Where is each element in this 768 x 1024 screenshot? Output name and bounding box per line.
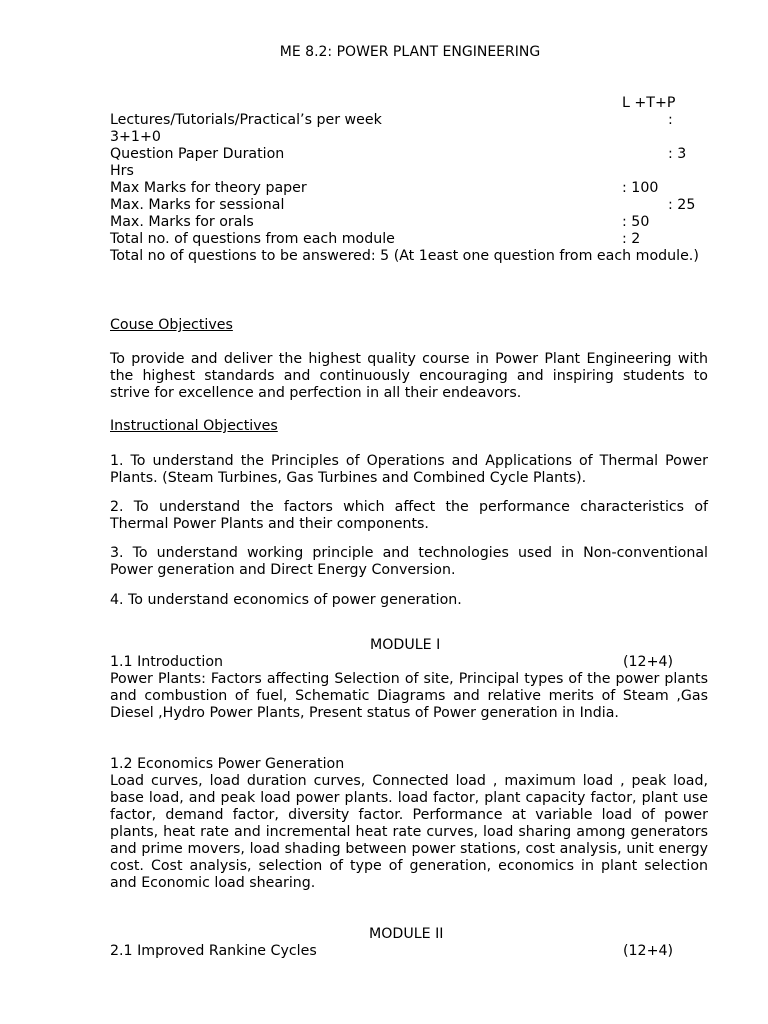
sessional-value: : 25 (668, 197, 696, 213)
section-1-1-title: 1.1 Introduction (110, 654, 223, 670)
section-2-1-title: 2.1 Improved Rankine Cycles (110, 943, 317, 959)
lectures-value: 3+1+0 (110, 129, 161, 145)
section-2-1-hours: (12+4) (623, 943, 674, 959)
questions-label: Total no. of questions from each module (110, 231, 395, 247)
lectures-label: Lectures/Tutorials/Practical’s per week (110, 112, 382, 128)
duration-label: Question Paper Duration (110, 146, 285, 162)
duration-unit: Hrs (110, 163, 134, 179)
questions-value: : 2 (622, 231, 641, 247)
course-objectives-heading: Couse Objectives (110, 317, 233, 333)
page-title: ME 8.2: POWER PLANT ENGINEERING (279, 44, 541, 60)
theory-value: : 100 (622, 180, 659, 196)
orals-label: Max. Marks for orals (110, 214, 254, 230)
instructional-objectives-heading: Instructional Objectives (110, 418, 278, 434)
objective-item: 1. To understand the Principles of Operations and Applications of Thermal Power Plants. (Steam Turbines, Gas Turbines and Combined Cycle Plants). (110, 453, 708, 486)
objective-item: 2. To understand the factors which affect the performance characteristics of Thermal Power Plants and their components. (110, 499, 708, 532)
answered-text: Total no of questions to be answered: 5 (At 1east one question from each module.) (110, 248, 699, 264)
module-2-heading: MODULE II (369, 926, 444, 942)
sessional-label: Max. Marks for sessional (110, 197, 285, 213)
objective-item: 3. To understand working principle and technologies used in Non-conventional Power generation and Direct Energy Conversion. (110, 545, 708, 578)
theory-label: Max Marks for theory paper (110, 180, 307, 196)
course-objectives-text: To provide and deliver the highest quality course in Power Plant Engineering with the highest standards and continuously encouraging and inspiring students to strive for excellence and perfection in all their endeavors. (110, 351, 708, 401)
section-1-1-hours: (12+4) (623, 654, 674, 670)
orals-value: : 50 (622, 214, 650, 230)
section-1-2-title: 1.2 Economics Power Generation (110, 756, 345, 772)
section-1-1-text: Power Plants: Factors affecting Selection of site, Principal types of the power plants and combustion of fuel, Schematic Diagrams and relative merits of Steam ,Gas Diesel ,Hydro Power Plants, Present status of Power generation in India. (110, 671, 708, 721)
duration-value: : 3 (668, 146, 687, 162)
module-1-heading: MODULE I (370, 637, 441, 653)
section-1-2-text: Load curves, load duration curves, Connected load , maximum load , peak load, base load, and peak load power plants. load factor, plant capacity factor, plant use factor, demand factor, diversity factor. Performance at variable load of power plants, heat rate and incremental heat rate curves, load sharing among generators and prime movers, load shading between power stations, cost analysis, unit energy cost. Cost analysis, selection of type of generation, economics in plant selection and Economic load shearing. (110, 773, 708, 891)
objective-item: 4. To understand economics of power generation. (110, 592, 462, 608)
ltp-header: L +T+P (622, 95, 676, 111)
lectures-colon: : (668, 112, 673, 128)
